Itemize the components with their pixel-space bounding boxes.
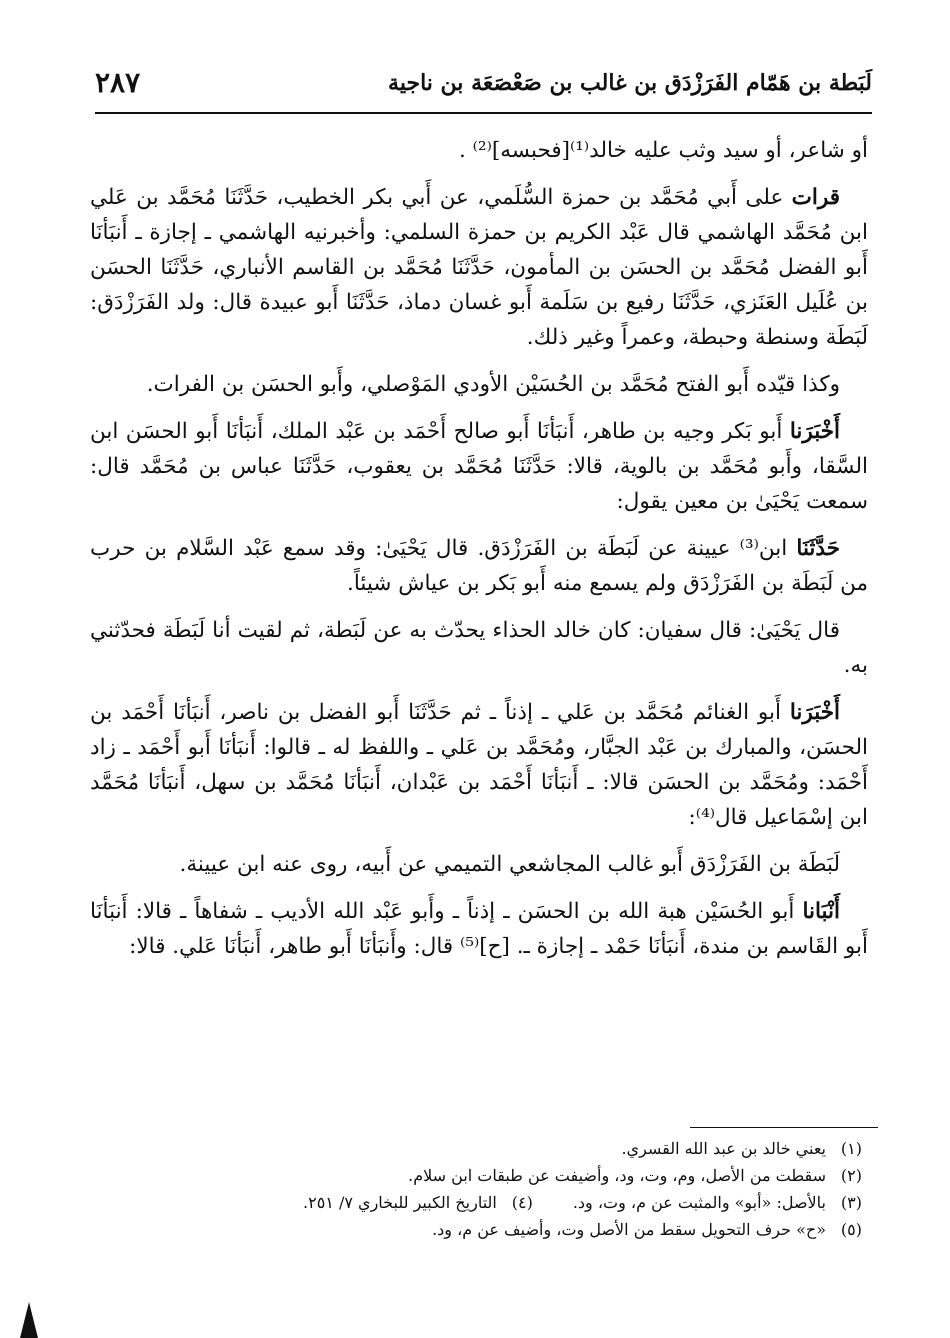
footnote-text: التاريخ الكبير للبخاري ٧/ ٢٥١.: [303, 1193, 497, 1212]
paragraph-text: أَبو الغنائم مُحَمَّد بن عَلي ـ إذناً ـ ثم حَدَّثَنَا أَبو الفضل بن ناصر، أَنبَأنَا أَحْمَد بن الحسَن، والمبارك بن عَبْد الجبَّار، ومُحَمَّد بن عَلي ـ واللفظ له ـ قالوا: أَنبَأنَا أَبو أَحْمَد ـ زاد أَحْمَد: ومُحَمَّد بن الحسَن قالا: ـ أَنبَأنَا أَحْمَد بن عَبْدان، أَنبَأنَا مُحَمَّد بن سهل، أَنبَأنَا مُحَمَّد ابن إسْمَاعيل قال⁽⁴⁾:: [90, 700, 868, 830]
paragraph-text: أَبو بَكر وجيه بن طاهر، أَنبَأنَا أَبو صالح أَحْمَد بن عَبْد الملك، أَنبَأنَا أَبو الحسَن ابن السَّقا، وأَبو مُحَمَّد بن بالوية، قالا: حَدَّثَنَا مُحَمَّد بن يعقوب، حَدَّثَنَا عباس بن مُحَمَّد قال: سمعت يَحْيَىٰ بن معين يقول:: [90, 419, 868, 514]
paragraph: [90, 695, 868, 835]
paragraph-text: ابن⁽³⁾ عيينة عن لَبَطَة بن الفَرَزْدَق. قال يَحْيَىٰ: وقد سمع عَبْد السَّلام بن حرب من لَبَطَة بن الفَرَزْدَق ولم يسمع منه أَبو بَكر بن عياش شيئاً.: [90, 536, 868, 596]
paragraph-text: أو شاعر، أو سيد وثب عليه خالد⁽¹⁾[فحبسه]⁽²⁾ .: [459, 138, 868, 163]
footnote-number: (٢): [840, 1166, 862, 1185]
scan-corner-mark: [20, 1302, 38, 1338]
paragraph: [90, 133, 868, 168]
paragraph: [90, 414, 868, 519]
running-title: لَبَطة بن هَمّام الفَرَزْدَق بن غالب بن صَعْصَعَة بن ناجية: [388, 70, 872, 96]
footnote: [90, 1135, 862, 1162]
footnote-divider: [690, 1127, 878, 1128]
paragraph: [90, 531, 868, 601]
footnote: [90, 1216, 862, 1243]
page-number: ٢٨٧: [95, 66, 141, 99]
main-text: [90, 133, 868, 976]
footnote-number: (١): [840, 1139, 862, 1158]
footnote-text: بالأصل: «أبو» والمثبت عن م، وت، ود.: [572, 1193, 826, 1212]
paragraph-text: على أَبي مُحَمَّد بن حمزة السُّلَمي، عن أَبي بكر الخطيب، حَدَّثَنَا مُحَمَّد بن عَلي ابن مُحَمَّد الهاشمي قال عَبْد الكريم بن حمزة السلمي: وأخبرنيه الهاشمي ـ إجازة ـ أَنبَأنَا أَبو الفضل مُحَمَّد بن الحسَن بن المأمون، حَدَّثَنَا مُحَمَّد بن القاسم الأنباري، حَدَّثَنَا الحسَن بن عُلَيل العَنَزي، حَدَّثَنَا رفيع بن سَلَمة أَبو غسان دماذ، حَدَّثَنَا أَبو عبيدة قال: ولد الفَرَزْدَق: لَبَطَة وسنطة وحبطة، وعمراً وغير ذلك.: [90, 185, 868, 350]
footnotes: [90, 1135, 862, 1243]
paragraph-text: وكذا قيّده أَبو الفتح مُحَمَّد بن الحُسَيْن الأودي المَوْصلي، وأَبو الحسَن بن الفرات.: [146, 372, 840, 397]
paragraph: [90, 847, 868, 882]
paragraph: [90, 367, 868, 402]
paragraph-lead: قرات: [791, 185, 840, 210]
footnote-text: «ح» حرف التحويل سقط من الأصل وت، وأضيف عن م، ود.: [432, 1220, 826, 1239]
footnote-text: سقطت من الأصل، وم، وت، ود، وأضيفت عن طبقات ابن سلام.: [408, 1166, 826, 1185]
footnote-number: (٣): [840, 1193, 862, 1212]
paragraph: [90, 894, 868, 964]
footnote: [90, 1189, 862, 1216]
footnote-text: يعني خالد بن عبد الله القسري.: [621, 1139, 826, 1158]
paragraph-lead: أَنْبَانا: [802, 899, 840, 924]
paragraph-lead: أَخْبَرَنا: [789, 419, 840, 444]
footnote-number: (٥): [840, 1220, 862, 1239]
footnote: [90, 1162, 862, 1189]
paragraph-text: لَبَطَة بن الفَرَزْدَق أَبو غالب المجاشعي التميمي عن أَبيه، روى عنه ابن عيينة.: [179, 852, 840, 877]
paragraph-lead: حَدَّثَنَا: [796, 536, 840, 561]
footnote-number: (٤): [511, 1193, 533, 1212]
paragraph-text: قال يَحْيَىٰ: قال سفيان: كان خالد الحذاء يحدّث به عن لَبَطة، ثم لقيت أنا لَبَطَة فحدّثني به.: [90, 618, 868, 678]
page-header: [95, 62, 872, 114]
paragraph-lead: أَخْبَرَنا: [789, 700, 840, 725]
paragraph: [90, 180, 868, 355]
paragraph-text: أَبو الحُسَيْن هبة الله بن الحسَن ـ إذناً ـ وأَبو عَبْد الله الأديب ـ شفاهاً ـ قالا: أَنبَأنَا أَبو القَاسم بن مندة، أَنبَأنَا حَمْد ـ إجازة ـ. [ح]⁽⁵⁾ قال: وأَنبَأنَا أَبو طاهر، أَنبَأنَا عَلي. قالا:: [90, 899, 868, 959]
paragraph: [90, 613, 868, 683]
